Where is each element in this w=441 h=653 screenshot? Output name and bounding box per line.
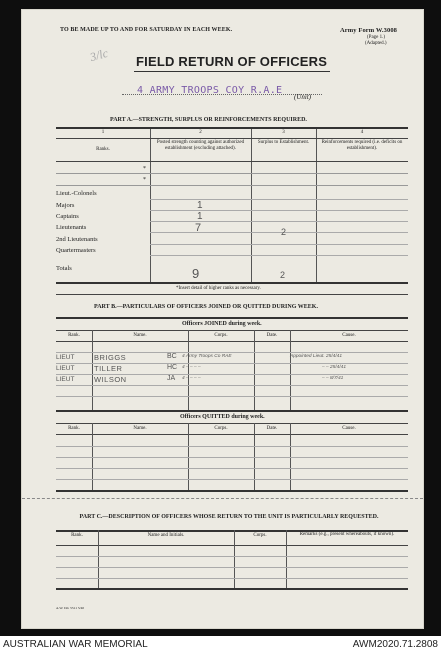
form-number: Army Form W.3008: [340, 27, 398, 34]
part-c-col-name: Name and Initials.: [147, 533, 185, 538]
unit-line: [122, 94, 322, 95]
joined-col-cause: Cause.: [342, 333, 356, 338]
joined-initials: BC: [167, 353, 177, 360]
rule: [56, 446, 408, 447]
rule: [56, 457, 408, 458]
part-c-col-corps: Corps.: [253, 533, 267, 538]
joined-initials: JA: [167, 375, 176, 382]
part-a-bottom-rule: [56, 282, 408, 284]
quitted-title: Officers QUITTED during week.: [180, 414, 265, 420]
joined-name: TILLER: [94, 364, 123, 373]
joined-corps: 4 – – – –: [182, 365, 201, 370]
joined-cause: – – 25/4/41: [322, 365, 347, 370]
col-divider: [92, 330, 93, 410]
joined-corps: 4 – – – –: [182, 376, 201, 381]
rule: [56, 567, 408, 568]
part-b-heading: PART B.—PARTICULARS OF OFFICERS JOINED OR QUITTED DURING WEEK.: [94, 304, 318, 310]
adapted-note: (Adapted.): [365, 41, 387, 46]
rule: [56, 410, 408, 412]
rule: [56, 161, 408, 162]
asterisk: *: [143, 166, 146, 172]
col-divider: [286, 530, 287, 588]
col-head-ranks: Ranks.: [96, 147, 110, 152]
col-head-reinforcements: Reinforcements required (i.e. deficits on establishment).: [321, 140, 403, 151]
joined-rank: LIEUT: [56, 354, 75, 361]
print-code: A.W. Dd. 5511 5/40: [56, 606, 85, 610]
part-a-heading: PART A.—STRENGTH, SURPLUS OR REINFORCEMENTS REQUIRED.: [110, 117, 307, 123]
joined-col-name: Name.: [133, 333, 147, 338]
rule: [56, 588, 408, 590]
strength-lieutenants: 7: [195, 222, 202, 234]
col-head-surplus: Surplus to Establishment.: [257, 140, 310, 145]
form-page: [22, 10, 423, 628]
asterisk: *: [143, 177, 146, 183]
rule: [56, 317, 408, 319]
joined-name: BRIGGS: [94, 353, 127, 362]
part-c-col-rank: Rank.: [71, 533, 83, 538]
quitted-col-name: Name.: [133, 426, 147, 431]
rank-majors: Majors: [56, 202, 75, 209]
rank-lieutenants: Lieutenants: [56, 224, 87, 231]
title-underline: [134, 71, 330, 72]
rule: [56, 294, 408, 295]
rank-2nd-lieutenants: 2nd Lieutenants: [56, 236, 98, 243]
rank-lieut-colonels: Lieut.-Colonels: [56, 190, 97, 197]
rule: [56, 138, 408, 139]
col-divider: [251, 129, 252, 283]
strength-majors: 1: [197, 200, 203, 211]
joined-rank: LIEUT: [56, 376, 75, 383]
rule: [56, 173, 408, 174]
col-divider: [234, 530, 235, 588]
surplus-lieutenants: 2: [281, 227, 287, 237]
col-head-strength: Posted strength counting against authorized establishment (excluding attached).: [156, 140, 245, 151]
col-divider: [98, 530, 99, 588]
header-instruction: TO BE MADE UP TO AND FOR SATURDAY IN EACH WEEK.: [60, 27, 233, 33]
part-c-heading: PART C.—DESCRIPTION OF OFFICERS WHOSE RETURN TO THE UNIT IS PARTICULARLY REQUESTED.: [79, 514, 379, 520]
unit-stamp: 4 ARMY TROOPS COY R.A.E: [137, 85, 283, 96]
page-number: (Page 1.): [367, 35, 386, 40]
part-c-col-remarks: Remarks (e.g., present whereabouts, if known).: [299, 532, 395, 537]
rule: [56, 385, 408, 386]
unit-label: (Unit): [294, 93, 312, 101]
rule: [150, 244, 408, 245]
col-num-3: 3: [282, 130, 285, 135]
rule: [56, 396, 408, 397]
total-surplus: 2: [280, 270, 286, 280]
rule: [56, 479, 408, 480]
rule: [150, 255, 408, 256]
rule: [150, 232, 408, 233]
joined-title: Officers JOINED during week.: [182, 321, 262, 327]
perforation-line: [22, 498, 423, 499]
quitted-col-cause: Cause.: [342, 426, 356, 431]
rank-quartermasters: Quartermasters: [56, 247, 96, 254]
footer-institution: AUSTRALIAN WAR MEMORIAL: [3, 639, 148, 650]
rule: [56, 423, 408, 424]
rule: [56, 490, 408, 492]
joined-cause: Appointed Lieut. 25/4/41: [290, 354, 343, 359]
col-num-2: 2: [199, 130, 202, 135]
col-divider: [316, 129, 317, 283]
strength-captains: 1: [197, 211, 203, 222]
archive-footer: [0, 636, 441, 653]
rule: [56, 185, 408, 186]
quitted-col-rank: Rank.: [68, 426, 80, 431]
col-num-4: 4: [360, 130, 364, 135]
rank-captains: Captains: [56, 213, 79, 220]
col-num-1: 1: [101, 130, 105, 135]
total-strength: 9: [192, 266, 200, 281]
joined-rank: LIEUT: [56, 365, 75, 372]
col-divider: [290, 330, 291, 410]
joined-col-corps: Corps.: [214, 333, 228, 338]
rule: [150, 199, 408, 200]
joined-col-rank: Rank.: [68, 333, 80, 338]
rule: [150, 210, 408, 211]
footer-accession-number: AWM2020.71.2808: [352, 639, 438, 650]
rule: [56, 434, 408, 435]
rule: [56, 545, 408, 546]
joined-name: WILSON: [94, 375, 127, 384]
rule: [56, 330, 408, 331]
joined-initials: HC: [167, 364, 178, 371]
joined-corps: 4 Army Troops Co RAE: [182, 354, 232, 359]
rule: [56, 468, 408, 469]
quitted-col-corps: Corps.: [214, 426, 228, 431]
rule: [56, 556, 408, 557]
footnote: *Insert detail of higher ranks as necessary.: [176, 286, 261, 291]
joined-col-date: Date.: [266, 333, 278, 338]
rule: [56, 578, 408, 579]
col-divider: [150, 129, 151, 283]
form-title: FIELD RETURN OF OFFICERS: [136, 54, 328, 69]
rule: [150, 221, 408, 222]
part-a-top-rule: [56, 127, 408, 129]
rule: [56, 341, 408, 342]
joined-cause: – – 8/7/41: [322, 376, 344, 381]
quitted-col-date: Date.: [266, 426, 278, 431]
totals-label: Totals: [56, 265, 72, 272]
pencil-note: 3/lc: [88, 45, 110, 65]
